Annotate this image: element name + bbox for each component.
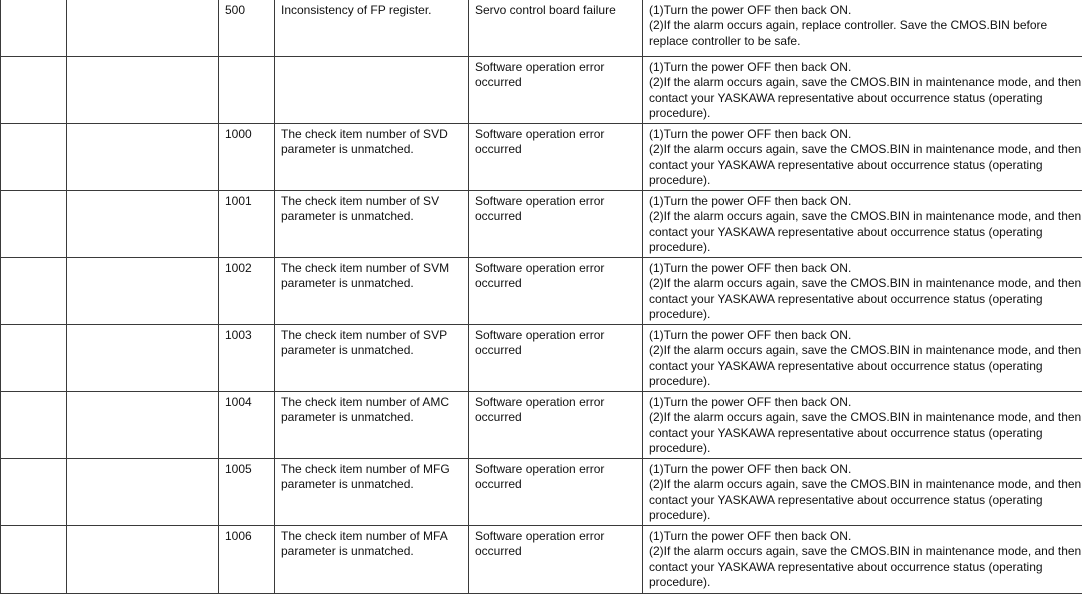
alarm-cause: Software operation error occurred [469,57,643,124]
table-row [1,325,1082,392]
blank-cell [1,57,67,124]
alarm-code: 1003 [219,325,275,392]
alarm-meaning: The check item number of SVM parameter is unmatched. [275,258,469,325]
remedy-step: (1)Turn the power OFF then back ON. [649,529,852,543]
alarm-meaning: The check item number of AMC parameter is unmatched. [275,392,469,459]
alarm-remedy [643,258,1082,325]
blank-cell [1,258,67,325]
blank-cell [1,191,67,258]
alarm-meaning [275,57,469,124]
alarm-code: 1001 [219,191,275,258]
remedy-step: (2)If the alarm occurs again, save the CMOS.BIN in maintenance mode, and then contact your YASKAWA representative about occurrence status (operating procedure). [649,276,1082,322]
blank-cell [1,526,67,594]
table-row [1,526,1082,594]
remedy-step: (1)Turn the power OFF then back ON. [649,60,852,74]
blank-cell [67,526,219,594]
remedy-step: (1)Turn the power OFF then back ON. [649,462,852,476]
alarm-remedy [643,57,1082,124]
alarm-code: 500 [219,0,275,57]
remedy-step: (2)If the alarm occurs again, save the CMOS.BIN in maintenance mode, and then contact your YASKAWA representative about occurrence status (operating procedure). [649,410,1082,456]
remedy-step: (2)If the alarm occurs again, save the CMOS.BIN in maintenance mode, and then contact your YASKAWA representative about occurrence status (operating procedure). [649,75,1082,121]
alarm-remedy [643,0,1082,57]
alarm-meaning: The check item number of SV parameter is unmatched. [275,191,469,258]
remedy-step: (2)If the alarm occurs again, save the CMOS.BIN in maintenance mode, and then contact your YASKAWA representative about occurrence status (operating procedure). [649,544,1082,590]
table-row [1,124,1082,191]
alarm-remedy [643,191,1082,258]
alarm-code: 1000 [219,124,275,191]
remedy-step: (1)Turn the power OFF then back ON. [649,194,852,208]
alarm-cause: Software operation error occurred [469,258,643,325]
alarm-code [219,57,275,124]
alarm-cause: Software operation error occurred [469,191,643,258]
remedy-step: (1)Turn the power OFF then back ON. [649,127,852,141]
alarm-code: 1005 [219,459,275,526]
alarm-remedy [643,459,1082,526]
blank-cell [1,325,67,392]
remedy-step: (2)If the alarm occurs again, save the CMOS.BIN in maintenance mode, and then contact your YASKAWA representative about occurrence status (operating procedure). [649,343,1082,389]
remedy-step: (2)If the alarm occurs again, save the CMOS.BIN in maintenance mode, and then contact your YASKAWA representative about occurrence status (operating procedure). [649,477,1082,523]
table-row [1,191,1082,258]
alarm-remedy [643,124,1082,191]
alarm-meaning: The check item number of SVD parameter is unmatched. [275,124,469,191]
blank-cell [67,124,219,191]
blank-cell [67,459,219,526]
alarm-code: 1004 [219,392,275,459]
remedy-step: (2)If the alarm occurs again, save the CMOS.BIN in maintenance mode, and then contact your YASKAWA representative about occurrence status (operating procedure). [649,209,1082,255]
alarm-meaning: The check item number of MFG parameter is unmatched. [275,459,469,526]
alarm-cause: Software operation error occurred [469,325,643,392]
alarm-remedy [643,325,1082,392]
alarm-code: 1002 [219,258,275,325]
alarm-cause: Software operation error occurred [469,124,643,191]
table-row [1,0,1082,57]
table-row [1,459,1082,526]
remedy-step: (1)Turn the power OFF then back ON. [649,261,852,275]
alarm-cause: Software operation error occurred [469,459,643,526]
alarm-code: 1006 [219,526,275,594]
remedy-step: (2)If the alarm occurs again, replace controller. Save the CMOS.BIN before replace controller to be safe. [649,18,1048,48]
alarm-cause: Software operation error occurred [469,392,643,459]
blank-cell [67,392,219,459]
alarm-table-body [1,0,1082,594]
blank-cell [67,325,219,392]
remedy-step: (1)Turn the power OFF then back ON. [649,328,852,342]
blank-cell [67,0,219,57]
remedy-step: (2)If the alarm occurs again, save the CMOS.BIN in maintenance mode, and then contact your YASKAWA representative about occurrence status (operating procedure). [649,142,1082,188]
blank-cell [1,459,67,526]
blank-cell [67,258,219,325]
alarm-remedy [643,392,1082,459]
alarm-meaning: The check item number of SVP parameter is unmatched. [275,325,469,392]
alarm-remedy [643,526,1082,594]
alarm-cause: Servo control board failure [469,0,643,57]
blank-cell [1,0,67,57]
remedy-step: (1)Turn the power OFF then back ON. [649,395,852,409]
remedy-step: (1)Turn the power OFF then back ON. [649,3,852,17]
table-row [1,57,1082,124]
alarm-meaning: The check item number of MFA parameter is unmatched. [275,526,469,594]
table-row [1,392,1082,459]
blank-cell [1,392,67,459]
table-row [1,258,1082,325]
alarm-cause: Software operation error occurred [469,526,643,594]
blank-cell [67,57,219,124]
blank-cell [67,191,219,258]
alarm-meaning: Inconsistency of FP register. [275,0,469,57]
blank-cell [1,124,67,191]
